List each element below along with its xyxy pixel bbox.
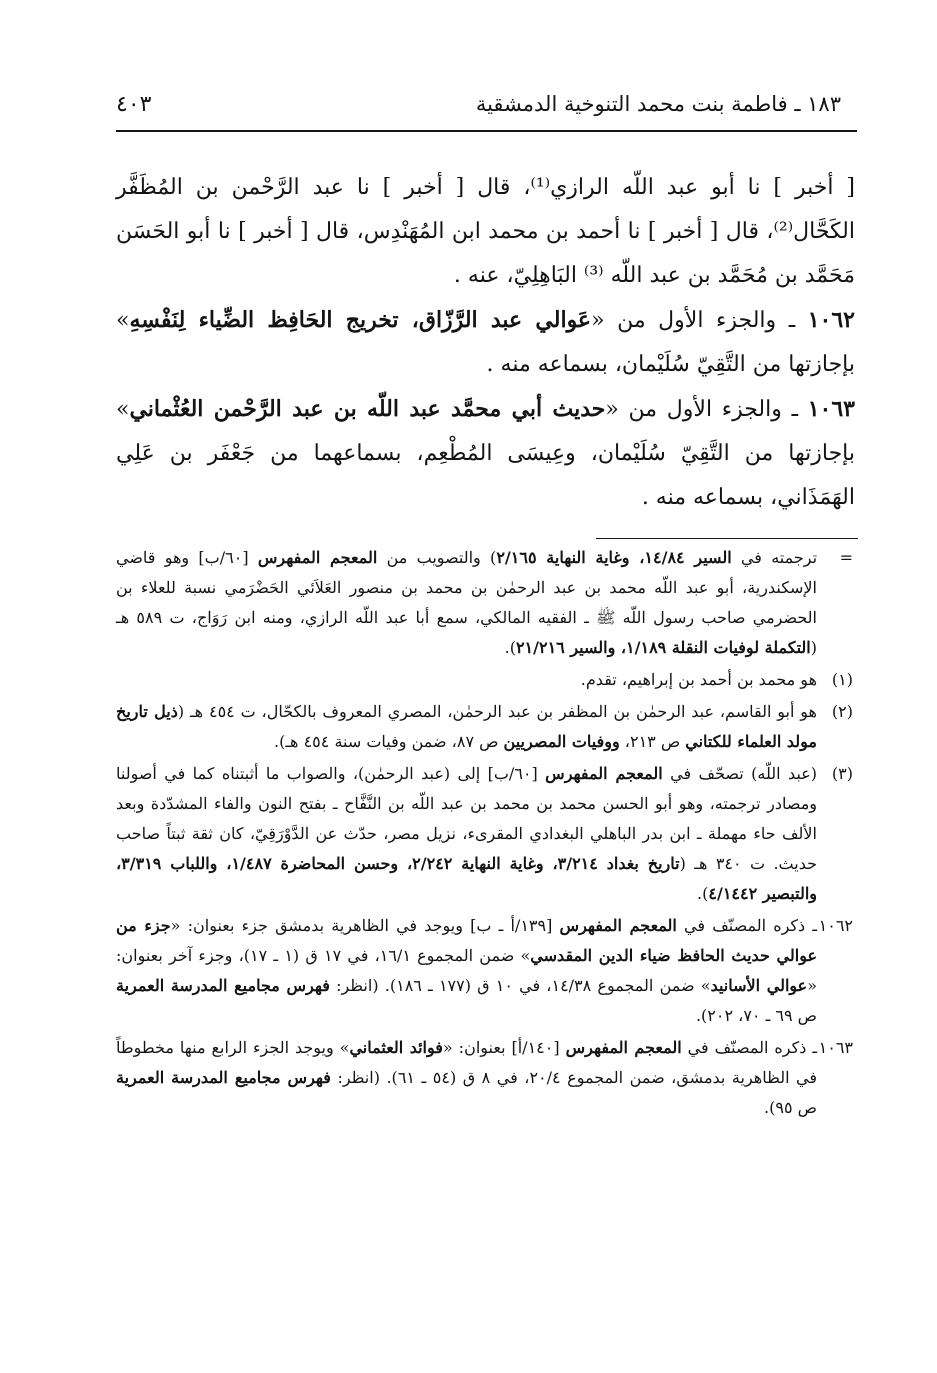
footnote-1 bbox=[116, 665, 853, 695]
footnotes bbox=[116, 543, 853, 1123]
text-run: [٦٠/ب] إلى (عبد الرحمٰن)، والصواب ما أثبتناه كما في أصولنا ومصادر ترجمته، وهو أبو الحسن محمد بن محمد بن عبد اللّه بن النَّفَّاح ـ بفتح النون والفاء المشدّدة وبعد الألف حاء مهملة ـ ابن بدر الباهلي البغدادي المقرىء، نزيل مصر، حدّث عن الدَّوْرَقِيّ، كان ثقة ثبتاً صاحب حديث. ت ٣٤٠ هـ ( bbox=[116, 764, 818, 873]
text-run: ص ٨٧، ضمن وفيات سنة ٤٥٤ هـ). bbox=[274, 732, 504, 751]
footnote-marker: (٢) bbox=[831, 702, 853, 721]
footnote-text bbox=[116, 911, 817, 1031]
bold-run: المعجم المفهرس bbox=[565, 1038, 682, 1057]
bold-run: فهرس مجاميع المدرسة العمرية bbox=[116, 1068, 331, 1087]
footnote-marker: = bbox=[839, 548, 853, 567]
footnote-1062 bbox=[116, 911, 853, 1031]
header-rule bbox=[116, 130, 857, 132]
footnote-text: هو محمد بن أحمد بن إبراهيم، تقدم. bbox=[580, 670, 817, 689]
footnote-text bbox=[116, 1033, 817, 1123]
footnote-2 bbox=[116, 697, 853, 757]
bold-run: ووفيات المصريين bbox=[503, 732, 620, 751]
footnote-separator bbox=[596, 538, 858, 539]
text-run: ) والتصويب من bbox=[377, 548, 497, 567]
paragraph-isnad: [ أخبر ] نا أبو عبد اللّه الرازي⁽¹⁾، قال [ أخبر ] نا عبد الرَّحْمن بن المُظَفَّر الكَحَّال⁽²⁾، قال [ أخبر ] نا أحمد بن محمد ابن المُهَنْدِس، قال [ أخبر ] نا أبو الحَسَن مَحَمَّد بن مُحَمَّد بن عبد اللّه ⁽³⁾ البَاهِلِيّ، عنه . bbox=[116, 175, 855, 288]
entry-number: ١٠٦٣ bbox=[807, 396, 855, 422]
entry-1063 bbox=[116, 387, 855, 520]
bold-run: المعجم المفهرس bbox=[559, 916, 677, 935]
text-run: [١٤٠/أ] بعنوان: « bbox=[442, 1038, 566, 1057]
footnote-continued bbox=[116, 543, 853, 663]
text-run: (عبد اللّه) تصحّف في bbox=[662, 764, 818, 783]
bold-run: فوائد العثماني bbox=[349, 1038, 443, 1057]
bold-run: فهرس مجاميع المدرسة العمرية bbox=[116, 976, 330, 995]
bold-run: السير ١٤/٨٤، وغاية النهاية ٢/١٦٥ bbox=[496, 548, 732, 567]
bold-run: عوالي الأسانيد bbox=[710, 976, 808, 995]
text-run: ـ ذكره المصنّف في bbox=[676, 916, 818, 935]
footnote-marker: ١٠٦٣ bbox=[818, 1038, 853, 1057]
entry-rest: » بإجازتها من التَّقِيّ سُلَيْمان، بسماعه منه . bbox=[116, 308, 855, 377]
entry-1062 bbox=[116, 298, 855, 387]
running-title: ١٨٣ ـ فاطمة بنت محمد التنوخية الدمشقية bbox=[475, 92, 841, 116]
footnote-text bbox=[116, 759, 817, 909]
main-text bbox=[116, 166, 855, 520]
text-run: [٦٠/ب] وهو قاضي الإسكندرية، أبو عبد اللّه محمد بن عبد الرحمٰن بن محمد بن منصور العَلاَئي الحَضْرَمي نسبة للعلاء بن الحضرمي صاحب رسول اللّه ﷺ ـ الفقيه المالكي، سمع أبا عبد اللّه الرازي، ومنه ابن رَوَاج، ت ٥٨٩ هـ ( bbox=[116, 548, 817, 657]
footnote-marker: ١٠٦٢ bbox=[818, 916, 853, 935]
bold-run: جزء من عوالي حديث الحافظ ضياء الدين المقدسي bbox=[116, 916, 818, 965]
entry-title: عَوالي عبد الرَّزّاق، تخريج الحَافِظ الضِّياء لِنَفْسِهِ bbox=[129, 307, 592, 333]
entry-intro: ـ والجزء الأول من « bbox=[591, 308, 796, 333]
footnote-marker: (١) bbox=[831, 670, 853, 689]
footnote-1063 bbox=[116, 1033, 853, 1123]
page-number: ٤٠٣ bbox=[116, 91, 152, 117]
bold-run: المعجم المفهرس bbox=[257, 548, 378, 567]
text-run: ص ٦٩ ـ ٧٠، ٢٠٢). bbox=[695, 1006, 817, 1025]
entry-number: ١٠٦٢ bbox=[807, 307, 855, 333]
text-run: » ضمن المجموع ١٦/١، في ١٧ ق (١ ـ ١٧)، وجزء آخر بعنوان: « bbox=[116, 946, 818, 995]
footnote-text bbox=[116, 697, 817, 757]
footnote-3 bbox=[116, 759, 853, 909]
bold-run: التكملة لوفيات النقلة ١/١٨٩، والسير ٢١/٢١٦ bbox=[515, 638, 811, 657]
text-run: ـ ذكره المصنّف في bbox=[681, 1038, 818, 1057]
entry-intro: ـ والجزء الأول من « bbox=[605, 397, 799, 422]
text-run: ). bbox=[504, 638, 516, 657]
text-run: هو أبو القاسم، عبد الرحمٰن بن المظفر بن عبد الرحمٰن، المصري المعروف بالكحّال، ت ٤٥٤ هـ ( bbox=[177, 702, 817, 721]
footnote-text bbox=[116, 543, 817, 663]
text-run: » ضمن المجموع ١٤/٣٨، في ١٠ ق (١٧٧ ـ ١٨٦). (انظر: bbox=[329, 976, 711, 995]
bold-run: ذيل تاريخ مولد العلماء للكتاني bbox=[116, 702, 817, 751]
text-run: [١٣٩/أ ـ ب] ويوجد في الظاهرية بدمشق جزء بعنوان: « bbox=[170, 916, 560, 935]
text-run: ص ٩٥). bbox=[764, 1098, 817, 1117]
bold-run: المعجم المفهرس bbox=[545, 764, 663, 783]
bold-run: تاريخ بغداد ٣/٢١٤، وغاية النهاية ٢/٢٤٢، وحسن المحاضرة ١/٤٨٧، واللباب ٣/٣١٩، والتبصير ٤/١٤٤٢ bbox=[116, 854, 817, 903]
entry-rest: » بإجازتها من التَّقِيّ سُلَيْمان، وعِيسَى المُطْعِم، بسماعهما من جَعْفَر بن عَلِي الهَمَذَاني، بسماعه منه . bbox=[116, 397, 855, 510]
text-run: » ويوجد الجزء الرابع منها مخطوطاً في الظاهرية بدمشق، ضمن المجموع ٢٠/٤، في ٨ ق (٥٤ ـ ٦١). (انظر: bbox=[116, 1038, 818, 1087]
entry-title: حديث أبي محمَّد عبد اللّه بن عبد الرَّحْمن العُثْماني bbox=[129, 396, 606, 422]
page-header bbox=[116, 84, 841, 124]
text-run: ترجمته في bbox=[731, 548, 818, 567]
text-run: ). bbox=[697, 884, 709, 903]
footnote-marker: (٣) bbox=[831, 764, 853, 783]
text-run: ص ٢١٣، bbox=[619, 732, 686, 751]
